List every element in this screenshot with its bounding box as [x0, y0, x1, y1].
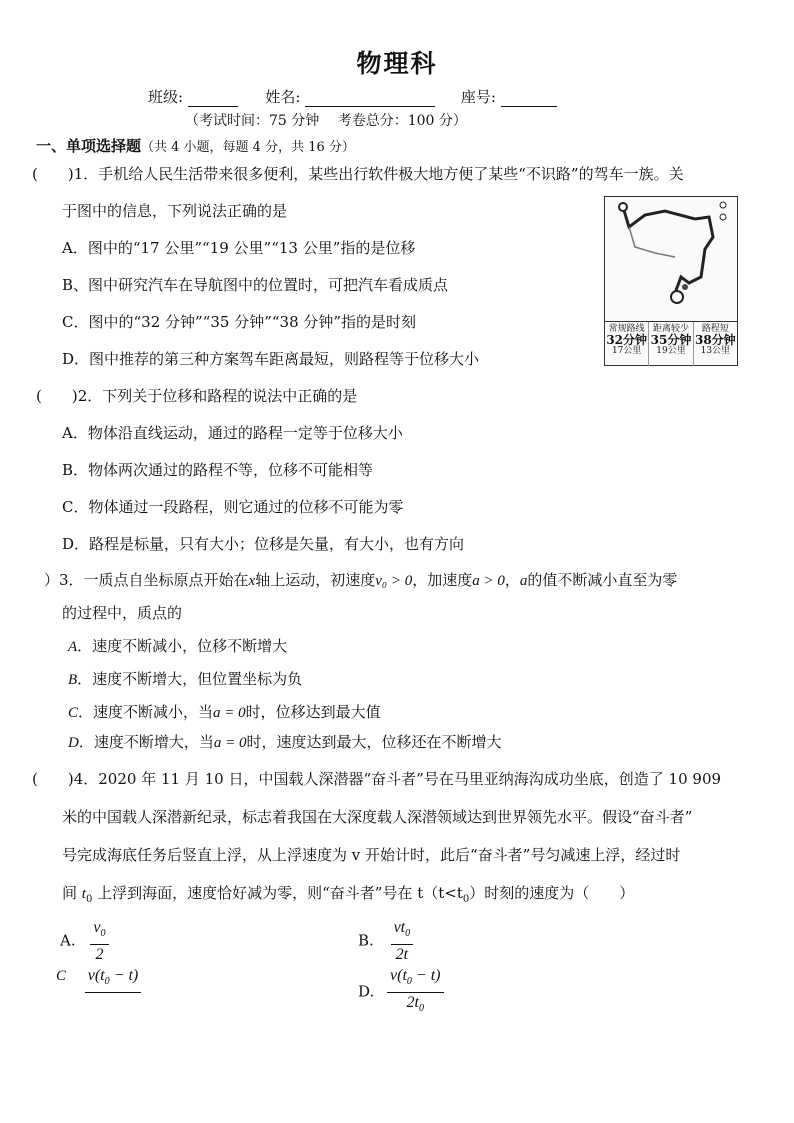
- route-option-3[interactable]: [693, 322, 737, 366]
- q3-stem-line2: 的过程中，质点的: [62, 604, 183, 622]
- q3-option-d: [68, 731, 502, 752]
- q3-option-text: ．速度不断减小，位移不断增大: [77, 637, 288, 655]
- q3-stem-part: ，加速度: [412, 571, 473, 589]
- option-letter: A: [68, 639, 78, 655]
- route-option-2[interactable]: [648, 322, 692, 366]
- q4-option-d: [358, 966, 444, 1019]
- expression-v-t0-minus-t: $v(t_0 - t)$: [85, 966, 141, 993]
- route-option-time: 35分钟: [650, 333, 692, 347]
- q2-option-c: C．物体通过一段路程，则它通过的位移不可能为零: [62, 498, 404, 516]
- option-letter: D.: [358, 982, 375, 1001]
- x-axis-symbol: x: [248, 573, 256, 589]
- subscript-zero: 0: [85, 894, 93, 905]
- student-info-row: [148, 86, 557, 107]
- q1-answer-bracket[interactable]: ( ): [32, 165, 74, 183]
- route-option-time: 38分钟: [694, 333, 736, 347]
- fraction-v0-over-2: $\frac{v_0}{2}$: [90, 918, 108, 965]
- q3-option-text: ．速度不断增大，当: [78, 733, 214, 751]
- navigation-map-figure: [604, 196, 738, 366]
- q1-option-b: B、图中研究汽车在导航图中的位置时，可把汽车看成质点: [62, 276, 449, 294]
- q4-stem-line4: [62, 882, 634, 905]
- seat-field[interactable]: [501, 92, 557, 107]
- name-field[interactable]: [305, 92, 435, 107]
- q3-option-text: ．速度不断减小，当: [78, 703, 214, 721]
- q4-option-c: [56, 966, 141, 993]
- route-options: [605, 321, 737, 366]
- option-letter: C: [68, 705, 79, 721]
- section-title: 一、单项选择题: [36, 137, 142, 155]
- option-letter: B: [68, 672, 78, 688]
- fraction-vt0-over-2t: $\frac{vt_0}{2t}$: [391, 918, 414, 965]
- q4-option-a: [60, 918, 109, 965]
- class-field[interactable]: [188, 92, 238, 107]
- q3-stem-part: 轴上运动，初速度: [255, 571, 376, 589]
- section-note: （共 4 小题，每题 4 分，共 16 分）: [141, 140, 355, 155]
- initial-velocity-condition: v₀ > 0: [375, 573, 413, 589]
- q3-option-text: 时，位移达到最大值: [245, 703, 381, 721]
- q2-option-a: A．物体沿直线运动，通过的路程一定等于位移大小: [62, 424, 403, 442]
- page-title: 物理科: [356, 49, 438, 78]
- map-control-icon[interactable]: [720, 214, 726, 220]
- route-option-distance: 19公里: [656, 346, 686, 356]
- q2-option-b: B．物体两次通过的路程不等，位移不可能相等: [62, 461, 374, 479]
- q2-stem: [36, 385, 357, 406]
- q3-option-text: 时，速度达到最大，位移还在不断增大: [246, 733, 502, 751]
- route-option-1[interactable]: [605, 322, 648, 366]
- route-option-distance: 17公里: [611, 346, 642, 356]
- route-option-label: 距离较少: [652, 324, 689, 334]
- map-dot-icon: [682, 284, 688, 290]
- q1-option-a: A．图中的“17 公里”“19 公里”“13 公里”指的是位移: [62, 239, 416, 257]
- q2-answer-bracket[interactable]: ( ): [36, 387, 78, 405]
- q3-option-b: [68, 668, 302, 689]
- q4-stem-part: 间: [62, 884, 82, 902]
- route-path: [623, 207, 713, 293]
- q3-option-text: ．速度不断增大，但位置坐标为负: [77, 670, 303, 688]
- q4-stem-text: 4．2020 年 11 月 10 日，中国载人深潜器“奋斗者”号在马里亚纳海沟成功坐底，创造了 10 909: [73, 770, 722, 788]
- q1-stem: 1．手机给人民生活带来很多便利，某些出行软件极大地方便了某些“不识路”的驾车一族。关: [73, 165, 684, 183]
- class-label: 班级:: [148, 88, 184, 106]
- q4-option-b: [358, 918, 413, 965]
- q1-stem-line1: [32, 163, 684, 184]
- q3-stem-line1: [44, 569, 677, 590]
- exam-info: （考试时间：75 分钟 考卷总分：100 分）: [185, 113, 467, 129]
- route-option-distance: 13公里: [700, 346, 731, 356]
- acceleration-zero: a = 0: [213, 735, 247, 751]
- subscript-zero: 0: [462, 894, 470, 905]
- seat-label: 座号:: [460, 88, 496, 106]
- acceleration-symbol: a: [519, 573, 528, 589]
- name-label: 姓名:: [265, 88, 301, 106]
- q4-answer-bracket[interactable]: ( ): [32, 770, 74, 788]
- q4-stem-part: 上浮到海面，速度恰好减为零，则“奋斗者”号在 t（t<t: [92, 884, 463, 902]
- route-option-label: 路程短: [701, 324, 729, 334]
- option-letter: A.: [60, 931, 76, 950]
- q1-option-d: D．图中推荐的第三种方案驾车距离最短，则路程等于位移大小: [62, 350, 480, 368]
- q3-option-c: [68, 701, 381, 722]
- q3-stem-part: ，: [504, 571, 520, 589]
- q2-stem-text: 2．下列关于位移和路程的说法中正确的是: [77, 387, 358, 405]
- q1-stem-line2: 于图中的信息，下列说法正确的是: [62, 202, 288, 220]
- q4-stem-line3: 号完成海底任务后竖直上浮，从上浮速度为 v 开始计时，此后“奋斗者”号匀减速上浮，经过时: [62, 846, 681, 864]
- option-letter: B.: [358, 931, 374, 950]
- end-marker-icon: [671, 291, 683, 303]
- start-marker-icon: [619, 203, 627, 211]
- q2-option-d: D．路程是标量，只有大小；位移是矢量，有大小，也有方向: [62, 535, 465, 553]
- map-control-icon[interactable]: [720, 202, 726, 208]
- q1-option-c: C．图中的“32 分钟”“35 分钟”“38 分钟”指的是时刻: [62, 313, 417, 331]
- q3-stem-part: 的值不断减小直至为零: [527, 571, 678, 589]
- t0-symbol: t: [81, 886, 86, 902]
- option-letter: D: [68, 735, 79, 751]
- q4-stem-part: ）时刻的速度为（ ）: [469, 884, 635, 902]
- fraction-v-t0-minus-t-over-2t0: $\frac{v(t_0 - t)}{2t_0}$: [387, 966, 443, 1019]
- q4-stem-line2: 米的中国载人深潜新纪录，标志着我国在大深度载人深潜领域达到世界领先水平。假设“奋斗者”: [62, 808, 693, 826]
- q3-option-a: [68, 635, 287, 656]
- option-letter: C: [56, 968, 67, 984]
- route-option-time: 32分钟: [606, 333, 648, 347]
- q4-stem-line1: [32, 768, 721, 789]
- section-heading: [36, 135, 355, 156]
- route-map: [605, 197, 737, 321]
- route-option-label: 常规路线: [608, 324, 645, 334]
- q3-stem-part: ）3．一质点自坐标原点开始在: [44, 571, 249, 589]
- acceleration-zero: a = 0: [213, 705, 246, 721]
- acceleration-condition: a > 0: [472, 573, 505, 589]
- alt-route-path: [629, 227, 675, 257]
